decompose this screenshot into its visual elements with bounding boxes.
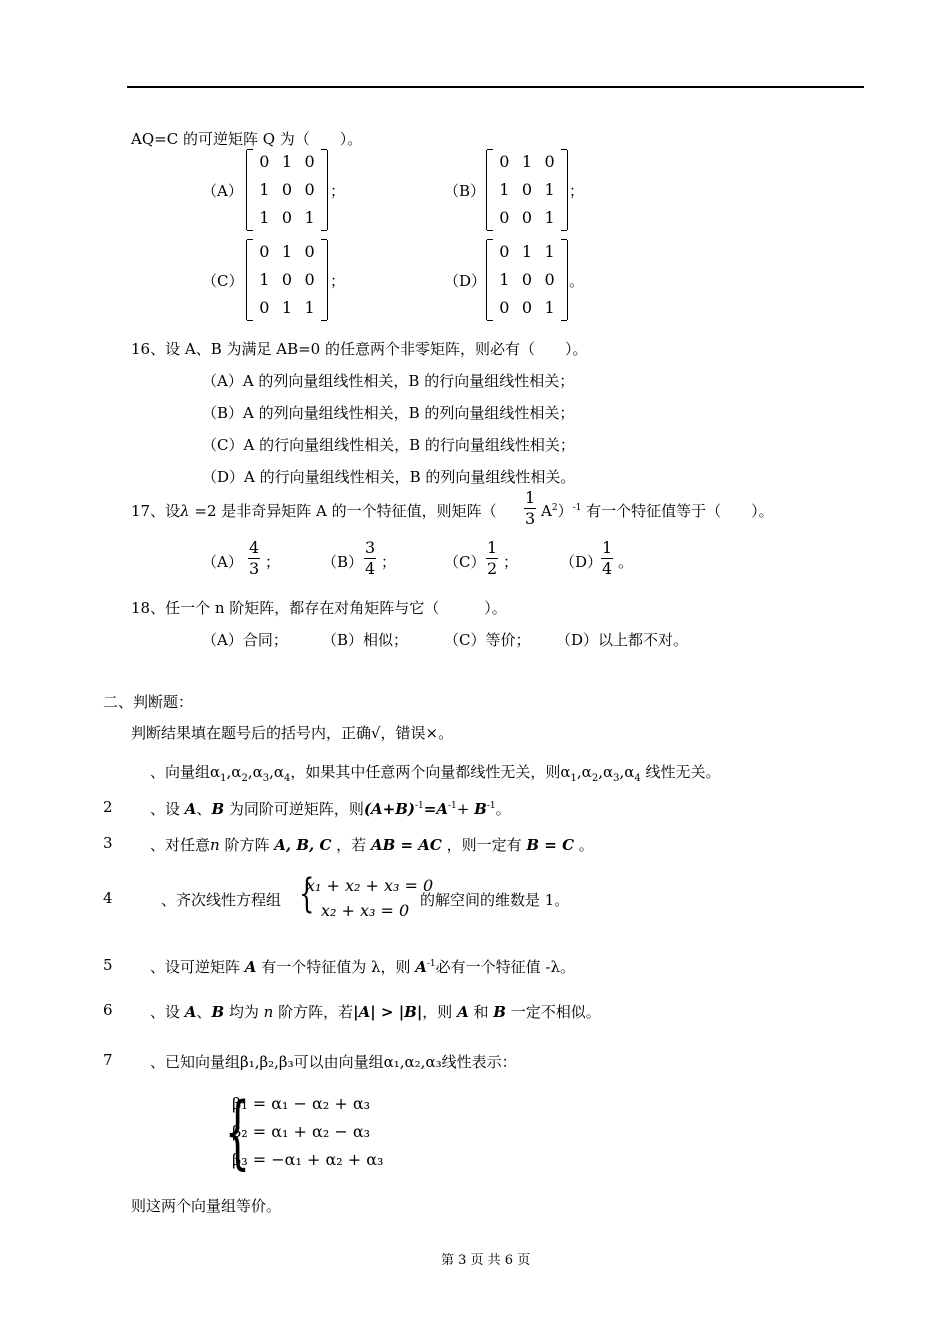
q15-option-a-end: ； xyxy=(330,182,346,200)
judge-4-eq2: x₂ + x₃ = 0 xyxy=(321,901,410,920)
judge-2: 、设 A、B 为同阶可逆矩阵，则$(A+B)^{-1}=A^{-1}+ B^{-1}$。 xyxy=(150,800,511,818)
judge-4-brace: { xyxy=(299,871,315,917)
q15-option-d-end: 。 xyxy=(569,272,585,290)
q17-option-c-label: （C） xyxy=(444,553,486,571)
q17-option-b-end: ； xyxy=(381,553,397,571)
q15-option-c-end: ； xyxy=(330,272,346,290)
judge-7-number: 7 xyxy=(103,1051,113,1069)
q18-option-c: （C）等价； xyxy=(444,631,531,649)
q15-option-a-label: （A） xyxy=(202,182,243,200)
q17-fraction: $\frac{1}{3}$ xyxy=(525,488,536,528)
q17-option-d-end: 。 xyxy=(618,553,634,571)
q15-option-d-matrix: 0 1 1 1 0 0 0 0 1 xyxy=(486,240,568,320)
judge-3-number: 3 xyxy=(103,834,113,852)
judge-7-eq2: β₂ = α₁ + α₂ − α₃ xyxy=(232,1122,371,1141)
q17-option-d-frac: $\frac{1}{4}$ xyxy=(602,538,613,578)
q15-option-a-matrix: 0 1 0 1 0 0 1 0 1 xyxy=(246,150,328,230)
q16-option-b: （B）A 的列向量组线性相关，B 的列向量组线性相关； xyxy=(202,404,575,422)
q15-option-d-label: （D） xyxy=(444,272,487,290)
judge-6: 、设 A、B 均为 n 阶方阵，若|A| > |B|，则 A 和 B 一定不相似。 xyxy=(150,1003,601,1021)
judge-7-eq3: β₃ = −α₁ + α₂ + α₃ xyxy=(232,1150,384,1169)
q17-option-a-label: （A） xyxy=(202,553,243,571)
part2-instruction: 判断结果填在题号后的括号内，正确√，错误×。 xyxy=(131,724,454,742)
q15-option-c-label: （C） xyxy=(202,272,244,290)
judge-4-stem: 、齐次线性方程组 xyxy=(161,891,282,909)
judge-4-number: 4 xyxy=(103,889,113,907)
q15-option-b-label: （B） xyxy=(444,182,486,200)
q18-option-d: （D）以上都不对。 xyxy=(556,631,689,649)
q17-option-d-label: （D） xyxy=(560,553,603,571)
q15-option-b-end: ； xyxy=(569,182,585,200)
judge-5-number: 5 xyxy=(103,956,113,974)
q15-option-c-matrix: 0 1 0 1 0 0 0 1 1 xyxy=(246,240,328,320)
q16-stem: 16、设 A、B 为满足 AB=0 的任意两个非零矩阵，则必有（ ）。 xyxy=(131,340,588,358)
q16-option-d: （D）A 的行向量组线性相关，B 的列向量组线性相关。 xyxy=(202,468,576,486)
q15-option-b-matrix: 0 1 0 1 0 1 0 0 1 xyxy=(486,150,568,230)
judge-7-brace: { xyxy=(224,1085,251,1178)
q17-stem-tail: $A^2)^{-1}$ 有一个特征值等于（ ）。 xyxy=(541,502,774,520)
judge-7: 、已知向量组β₁,β₂,β₃可以由向量组α₁,α₂,α₃线性表示： xyxy=(150,1053,517,1071)
judge-7-conclusion: 则这两个向量组等价。 xyxy=(131,1197,282,1215)
page-footer: 第 3 页 共 6 页 xyxy=(441,1253,531,1268)
q16-option-a: （A）A 的列向量组线性相关，B 的行向量组线性相关； xyxy=(202,372,575,390)
q16-option-c: （C）A 的行向量组线性相关，B 的行向量组线性相关； xyxy=(202,436,575,454)
header-rule xyxy=(127,86,864,88)
judge-3: 、对任意n 阶方阵 A, B, C ，若 AB = AC ，则一定有 B = C 。 xyxy=(150,836,594,854)
judge-6-number: 6 xyxy=(103,1001,113,1019)
part2-title: 二、判断题： xyxy=(103,693,194,711)
q17-stem: 17、设λ =2 是非奇异矩阵 A 的一个特征值，则矩阵（ xyxy=(131,502,497,520)
q18-stem: 18、任一个 n 阶矩阵，都存在对角矩阵与它（ ）。 xyxy=(131,599,507,617)
judge-2-number: 2 xyxy=(103,798,113,816)
q17-option-b-label: （B） xyxy=(322,553,364,571)
judge-7-eq1: β₁ = α₁ − α₂ + α₃ xyxy=(232,1094,371,1113)
judge-4-tail: 的解空间的维数是 1。 xyxy=(420,891,570,909)
judge-4-eq1: x₁ + x₂ + x₃ = 0 xyxy=(306,876,434,895)
q15-stem: AQ=C 的可逆矩阵 Q 为（ ）。 xyxy=(131,130,363,148)
q18-option-b: （B）相似； xyxy=(322,631,409,649)
q17-option-a-end: ； xyxy=(265,553,281,571)
q17-option-c-frac: $\frac{1}{2}$ xyxy=(487,538,498,578)
q18-option-a: （A）合同； xyxy=(202,631,288,649)
q17-option-b-frac: $\frac{3}{4}$ xyxy=(365,538,376,578)
judge-1: 、向量组$\alpha_1,\alpha_2,\alpha_3,\alpha_4$，如果其中任意两个向量都线性无关，则$\alpha_1,\alpha_2,\alpha_3,\alpha_4$ 线性无关。 xyxy=(150,763,721,784)
judge-5: 、设可逆矩阵 A 有一个特征值为 λ，则 $A^{-1}$必有一个特征值 -λ。 xyxy=(150,958,576,976)
q17-option-a-frac: $\frac{4}{3}$ xyxy=(249,538,260,578)
q17-option-c-end: ； xyxy=(503,553,519,571)
